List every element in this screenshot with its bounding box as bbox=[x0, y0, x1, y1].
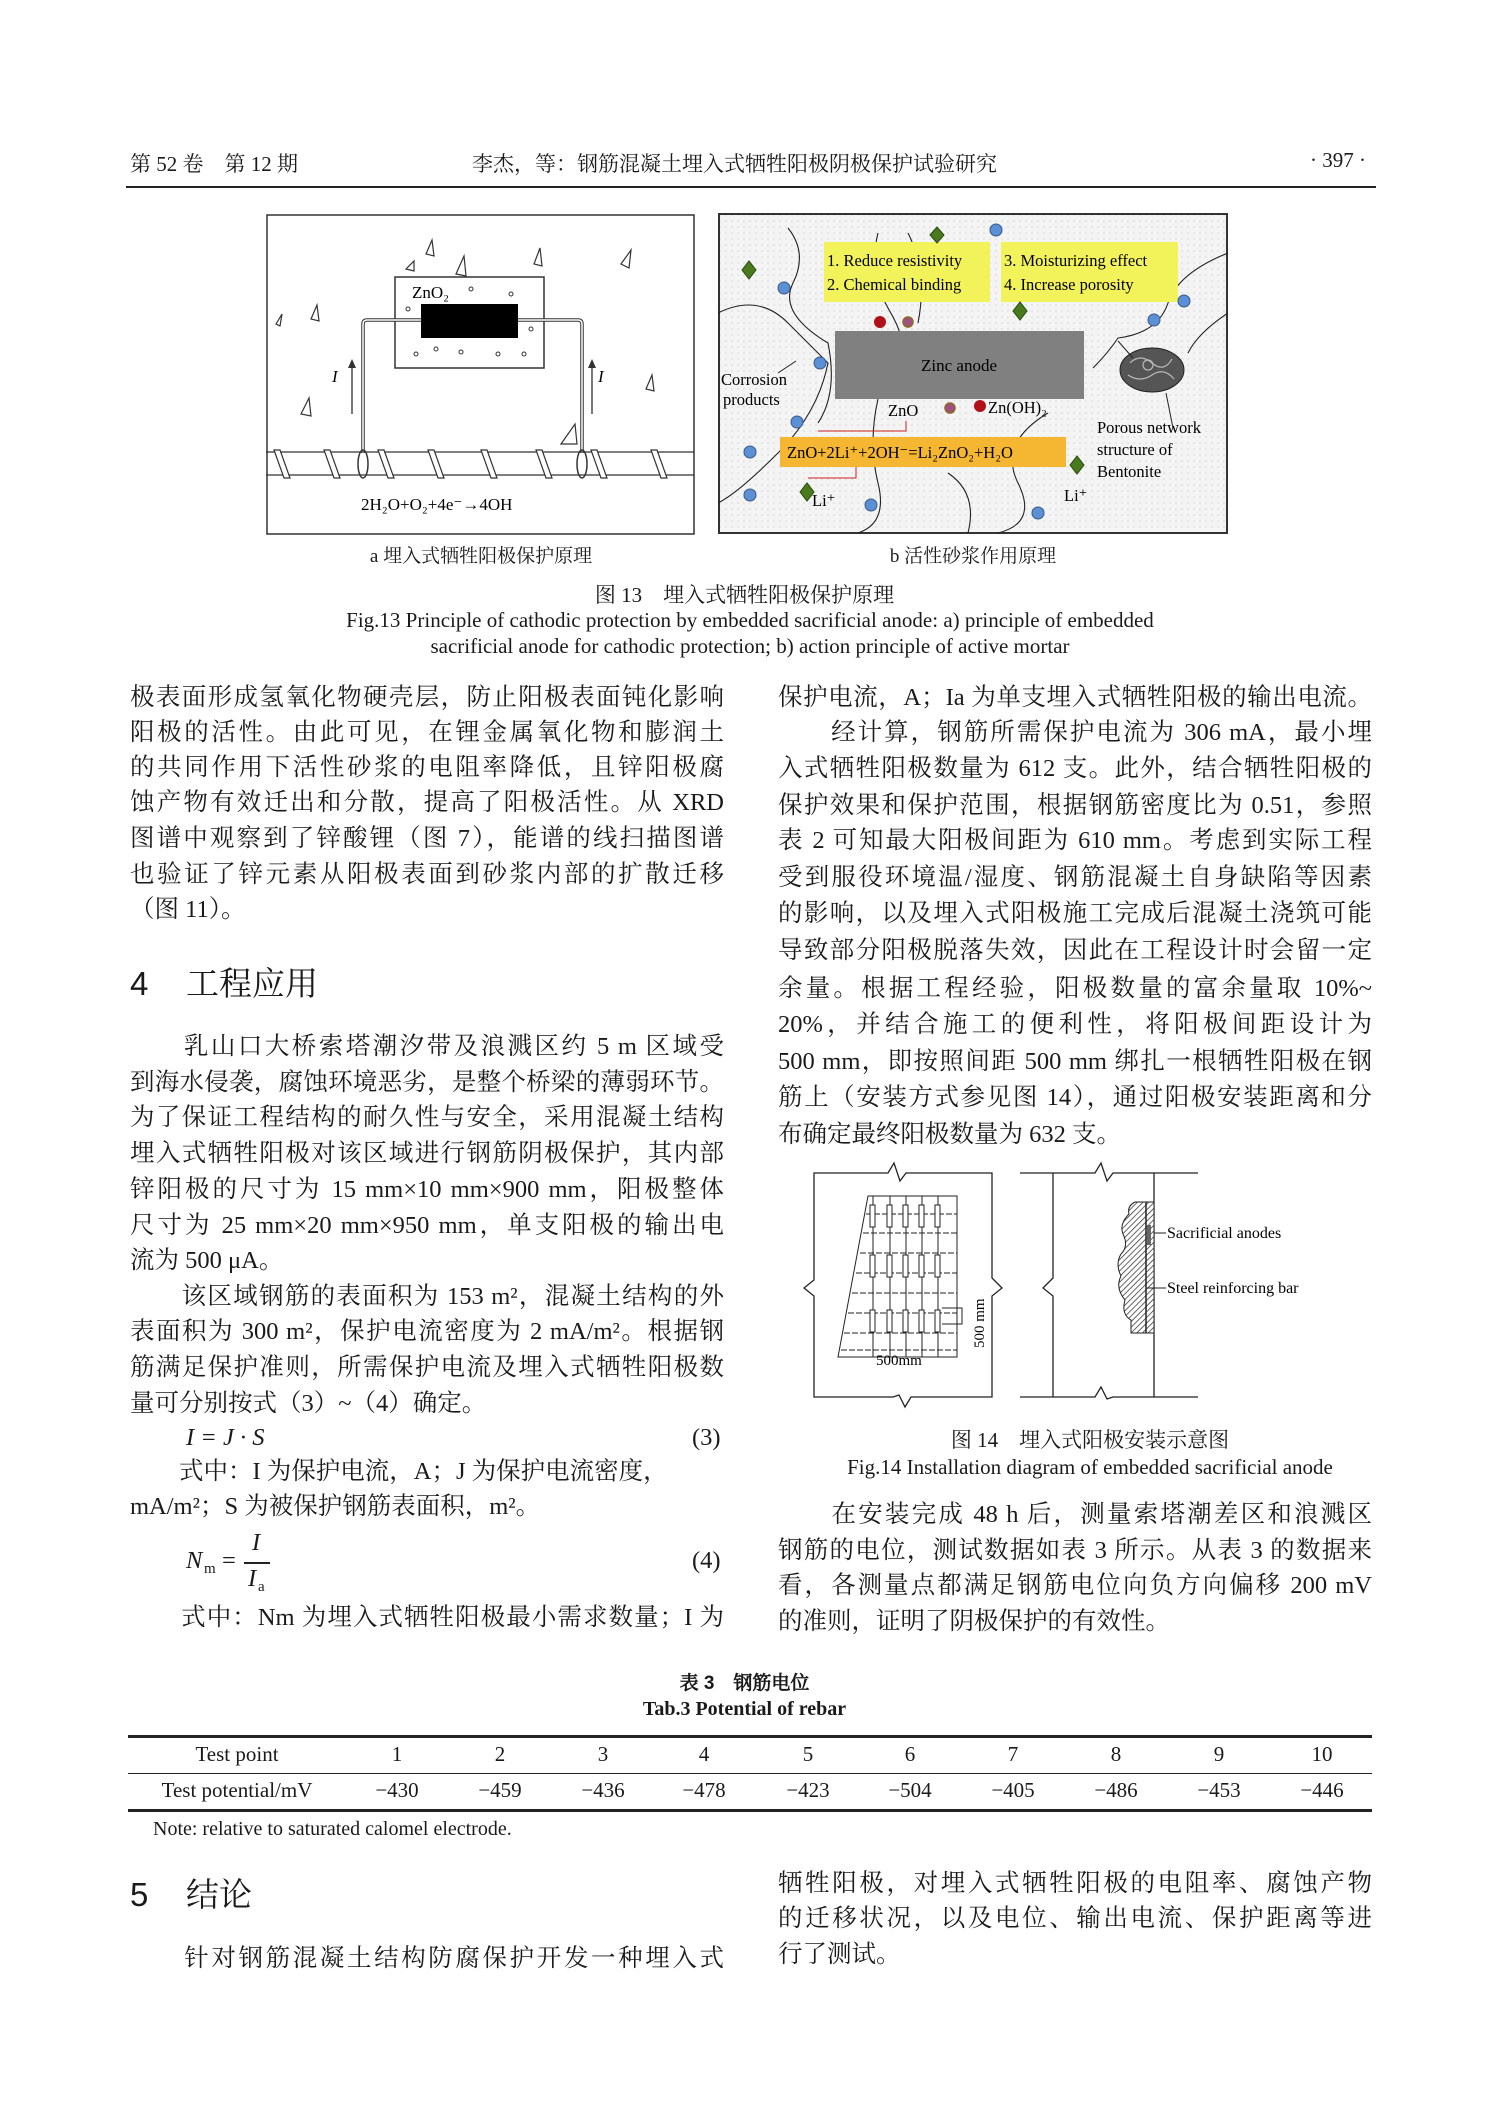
zinc-anode-label: Zinc anode bbox=[921, 356, 997, 375]
eq4-den-sub: a bbox=[258, 1579, 265, 1595]
journal-volume: 第 52 卷 第 12 期 bbox=[130, 152, 298, 176]
body-line: 布确定最终阳极数量为 632 支。 bbox=[778, 1121, 1121, 1148]
body-line: 20%，并结合施工的便利性，将阳极间距设计为 bbox=[778, 1011, 1372, 1038]
znoh2-label: Zn(OH)₂ bbox=[988, 398, 1047, 417]
body-line: 为了保证工程结构的耐久性与安全，采用混凝土结构 bbox=[130, 1104, 724, 1131]
corrosion-label-2: products bbox=[723, 390, 780, 409]
body-line: 500 mm，即按照间距 500 mm 绑扎一根牺牲阳极在钢 bbox=[778, 1048, 1372, 1075]
current-label-left: I bbox=[332, 367, 338, 386]
body-line: 余量。根据工程经验，阳极数量的富余量取 10%~ bbox=[778, 975, 1372, 1002]
wall-outline-front bbox=[804, 1163, 1002, 1407]
body-line: 的迁移状况，以及电位、输出电流、保护距离等进 bbox=[778, 1905, 1372, 1932]
test-potential-cell: −430 bbox=[375, 1778, 419, 1802]
eq4-lhs: N bbox=[186, 1547, 203, 1574]
corrosion-label-1: Corrosion bbox=[721, 370, 787, 389]
equation-4-number: (4) bbox=[692, 1547, 721, 1574]
test-potential-cell: −405 bbox=[991, 1778, 1035, 1802]
body-line: 筋上（安装方式参见图 14），通过阳极安装距离和分 bbox=[778, 1084, 1372, 1111]
dimension-horizontal: 500mm bbox=[876, 1353, 922, 1369]
body-line: mA/m²；S 为被保护钢筋表面积，m²。 bbox=[130, 1493, 541, 1520]
body-line: 经计算，钢筋所需保护电流为 306 mA，最小埋 bbox=[778, 719, 1372, 746]
body-line: 的影响，以及埋入式阳极施工完成后混凝土浇筑可能 bbox=[778, 900, 1372, 927]
body-line: 行了测试。 bbox=[778, 1941, 901, 1968]
body-line: 在安装完成 48 h 后，测量索塔潮差区和浪溅区 bbox=[778, 1501, 1372, 1528]
body-line: 也验证了锌元素从阳极表面到砂浆内部的扩散迁移 bbox=[130, 861, 724, 888]
table-3-title-cn: 表 3 钢筋电位 bbox=[679, 1673, 810, 1694]
dimension-vertical: 500 mm bbox=[972, 1298, 988, 1348]
body-line: 式中：Nm 为埋入式牺牲阳极最小需求数量；I 为 bbox=[130, 1604, 724, 1631]
test-potential-cell: −436 bbox=[581, 1778, 625, 1802]
body-line: 看，各测量点都满足钢筋电位向负方向偏移 200 mV bbox=[778, 1572, 1372, 1599]
body-line: 的准则，证明了阴极保护的有效性。 bbox=[778, 1608, 1170, 1635]
effect-chemical-binding: 2. Chemical binding bbox=[827, 275, 962, 294]
figure-13a-sublabel: a 埋入式牺牲阳极保护原理 bbox=[369, 546, 593, 567]
test-potential-cell: −423 bbox=[786, 1778, 830, 1802]
body-line: 阳极的活性。由此可见，在锂金属氧化物和膨润土 bbox=[130, 719, 724, 746]
section-5-heading bbox=[130, 1869, 252, 1916]
body-line: 受到服役环境温/湿度、钢筋混凝土自身缺陷等因素 bbox=[778, 864, 1372, 891]
running-title: 李杰，等：钢筋混凝土埋入式牺牲阳极阴极保护试验研究 bbox=[472, 152, 997, 176]
body-line: 筋满足保护准则，所需保护电流及埋入式牺牲阳极数 bbox=[130, 1354, 724, 1381]
body-line: 流为 500 μA。 bbox=[130, 1247, 284, 1274]
table-top-rule bbox=[128, 1735, 1372, 1738]
test-point-cell: 10 bbox=[1311, 1742, 1333, 1766]
section-number: 5 bbox=[130, 1876, 149, 1913]
table-note: Note: relative to saturated calomel electrode. bbox=[153, 1818, 512, 1840]
figure-13-caption-en-2: sacrificial anode for cathodic protection; b) action principle of active mortar bbox=[430, 634, 1070, 658]
equation-3: I = J · S bbox=[186, 1424, 265, 1451]
body-line: 到海水侵袭，腐蚀环境恶劣，是整个桥梁的薄弱环节。 bbox=[130, 1069, 724, 1096]
anode-section bbox=[1147, 1225, 1151, 1245]
test-potential-cell: −459 bbox=[478, 1778, 522, 1802]
test-point-cell: 5 bbox=[802, 1742, 814, 1766]
porous-label-2: structure of bbox=[1097, 440, 1173, 459]
test-point-cell: 2 bbox=[494, 1742, 506, 1766]
effect-increase-porosity: 4. Increase porosity bbox=[1004, 275, 1134, 294]
effect-moisturizing: 3. Moisturizing effect bbox=[1004, 251, 1148, 270]
table-bottom-rule bbox=[128, 1809, 1372, 1812]
body-line: 表 2 可知最大阳极间距为 610 mm。考虑到实际工程 bbox=[778, 827, 1372, 854]
eq4-denominator: I bbox=[248, 1565, 257, 1592]
test-potential-cell: −504 bbox=[888, 1778, 932, 1802]
test-point-cell: 6 bbox=[904, 1742, 916, 1766]
body-line: 极表面形成氢氧化物硬壳层，防止阳极表面钝化影响 bbox=[130, 684, 724, 711]
page-number: · 397 · bbox=[1310, 148, 1366, 172]
test-point-cell: 7 bbox=[1007, 1742, 1019, 1766]
eq4-lhs-sub: m bbox=[204, 1561, 216, 1577]
porous-label-3: Bentonite bbox=[1097, 462, 1162, 481]
test-potential-cell: −446 bbox=[1300, 1778, 1344, 1802]
body-line: 保护电流，A；Ia 为单支埋入式牺牲阳极的输出电流。 bbox=[778, 684, 1372, 711]
figure-13b-diagram bbox=[718, 213, 1228, 535]
test-point-cell: 1 bbox=[391, 1742, 403, 1766]
test-point-cell: 3 bbox=[597, 1742, 609, 1766]
body-line: 钢筋的电位，测试数据如表 3 所示。从表 3 的数据来 bbox=[778, 1537, 1372, 1564]
figure-13b-sublabel: b 活性砂浆作用原理 bbox=[889, 546, 1057, 567]
figure-13-caption-cn: 图 13 埋入式牺牲阳极保护原理 bbox=[594, 583, 895, 607]
body-line: 导致部分阳极脱落失效，因此在工程设计时会留一定 bbox=[778, 937, 1372, 964]
zno-label: ZnO bbox=[888, 401, 919, 420]
test-point-cell: 4 bbox=[698, 1742, 710, 1766]
figure-14-caption-en: Fig.14 Installation diagram of embedded sacrificial anode bbox=[847, 1455, 1333, 1479]
test-potential-cell: −453 bbox=[1197, 1778, 1241, 1802]
label-sacrificial-anodes: Sacrificial anodes bbox=[1167, 1225, 1282, 1242]
zno2-label: ZnO₂ bbox=[412, 283, 450, 302]
figure-13a-diagram bbox=[266, 214, 696, 536]
cathode-reaction: 2H₂O+O₂+4e⁻→4OH bbox=[361, 495, 513, 514]
test-potential-cell: −486 bbox=[1094, 1778, 1138, 1802]
table-3-title-en: Tab.3 Potential of rebar bbox=[642, 1698, 847, 1720]
section-title: 结论 bbox=[186, 1876, 252, 1913]
effect-reduce-resistivity: 1. Reduce resistivity bbox=[827, 251, 963, 270]
body-line: （图 11）。 bbox=[130, 896, 246, 923]
body-line: 图谱中观察到了锌酸锂（图 7），能谱的线扫描图谱 bbox=[130, 825, 724, 852]
section-title: 工程应用 bbox=[186, 965, 318, 1002]
figure-14-caption-cn: 图 14 埋入式阳极安装示意图 bbox=[950, 1428, 1230, 1452]
body-line: 埋入式牺牲阳极对该区域进行钢筋阴极保护，其内部 bbox=[130, 1140, 724, 1167]
current-label-right: I bbox=[598, 367, 604, 386]
body-line: 保护效果和保护范围，根据钢筋密度比为 0.51，参照 bbox=[778, 792, 1372, 819]
eq4-numerator: I bbox=[252, 1529, 261, 1556]
body-line: 该区域钢筋的表面积为 153 m²，混凝土结构的外 bbox=[130, 1283, 724, 1310]
figure-14-diagram bbox=[800, 1160, 1380, 1412]
eq4-equals: = bbox=[222, 1547, 236, 1574]
body-line: 乳山口大桥索塔潮汐带及浪溅区约 5 m 区域受 bbox=[130, 1033, 724, 1060]
test-point-cell: 8 bbox=[1110, 1742, 1122, 1766]
body-line: 尺寸为 25 mm×20 mm×950 mm，单支阳极的输出电 bbox=[130, 1212, 724, 1239]
equation-4 bbox=[186, 1529, 306, 1595]
test-point-cell: 9 bbox=[1213, 1742, 1225, 1766]
figure-13-caption-en-1: Fig.13 Principle of cathodic protection by embedded sacrificial anode: a) principle of embedded bbox=[346, 608, 1154, 632]
porous-label-1: Porous network bbox=[1097, 418, 1202, 437]
body-line: 的共同作用下活性砂浆的电阻率降低，且锌阳极腐 bbox=[130, 754, 724, 781]
body-line: 蚀产物有效迁出和分散，提高了阳极活性。从 XRD bbox=[130, 789, 724, 816]
body-line: 式中：I 为保护电流，A；J 为保护电流密度， bbox=[130, 1458, 668, 1485]
body-line: 针对钢筋混凝土结构防腐保护开发一种埋入式 bbox=[130, 1945, 724, 1972]
header-rule bbox=[126, 186, 1376, 188]
section-4-heading bbox=[130, 958, 318, 1005]
section-number: 4 bbox=[130, 965, 149, 1002]
table-mid-rule bbox=[128, 1773, 1372, 1774]
lithium-reaction: ZnO+2Li⁺+2OH⁻=Li₂ZnO₂+H₂O bbox=[787, 443, 1013, 462]
active-mortar-section bbox=[1118, 1202, 1154, 1333]
zinc-anode-block bbox=[421, 304, 518, 338]
row-label-test-point: Test point bbox=[195, 1742, 279, 1766]
test-potential-cell: −478 bbox=[682, 1778, 726, 1802]
body-line: 牺牲阳极，对埋入式牺牲阳极的电阻率、腐蚀产物 bbox=[778, 1870, 1372, 1897]
body-line: 入式牺牲阳极数量为 612 支。此外，结合牺牲阳极的 bbox=[778, 755, 1372, 782]
li-label-1: Li⁺ bbox=[812, 491, 836, 510]
li-label-2: Li⁺ bbox=[1064, 486, 1088, 505]
equation-3-number: (3) bbox=[692, 1424, 721, 1451]
body-line: 锌阳极的尺寸为 15 mm×10 mm×900 mm，阳极整体 bbox=[130, 1176, 724, 1203]
row-label-test-potential: Test potential/mV bbox=[161, 1778, 313, 1802]
body-line: 表面积为 300 m²，保护电流密度为 2 mA/m²。根据钢 bbox=[130, 1318, 724, 1345]
body-line: 量可分别按式（3）~（4）确定。 bbox=[130, 1390, 487, 1417]
label-steel-bar: Steel reinforcing bar bbox=[1167, 1280, 1299, 1297]
